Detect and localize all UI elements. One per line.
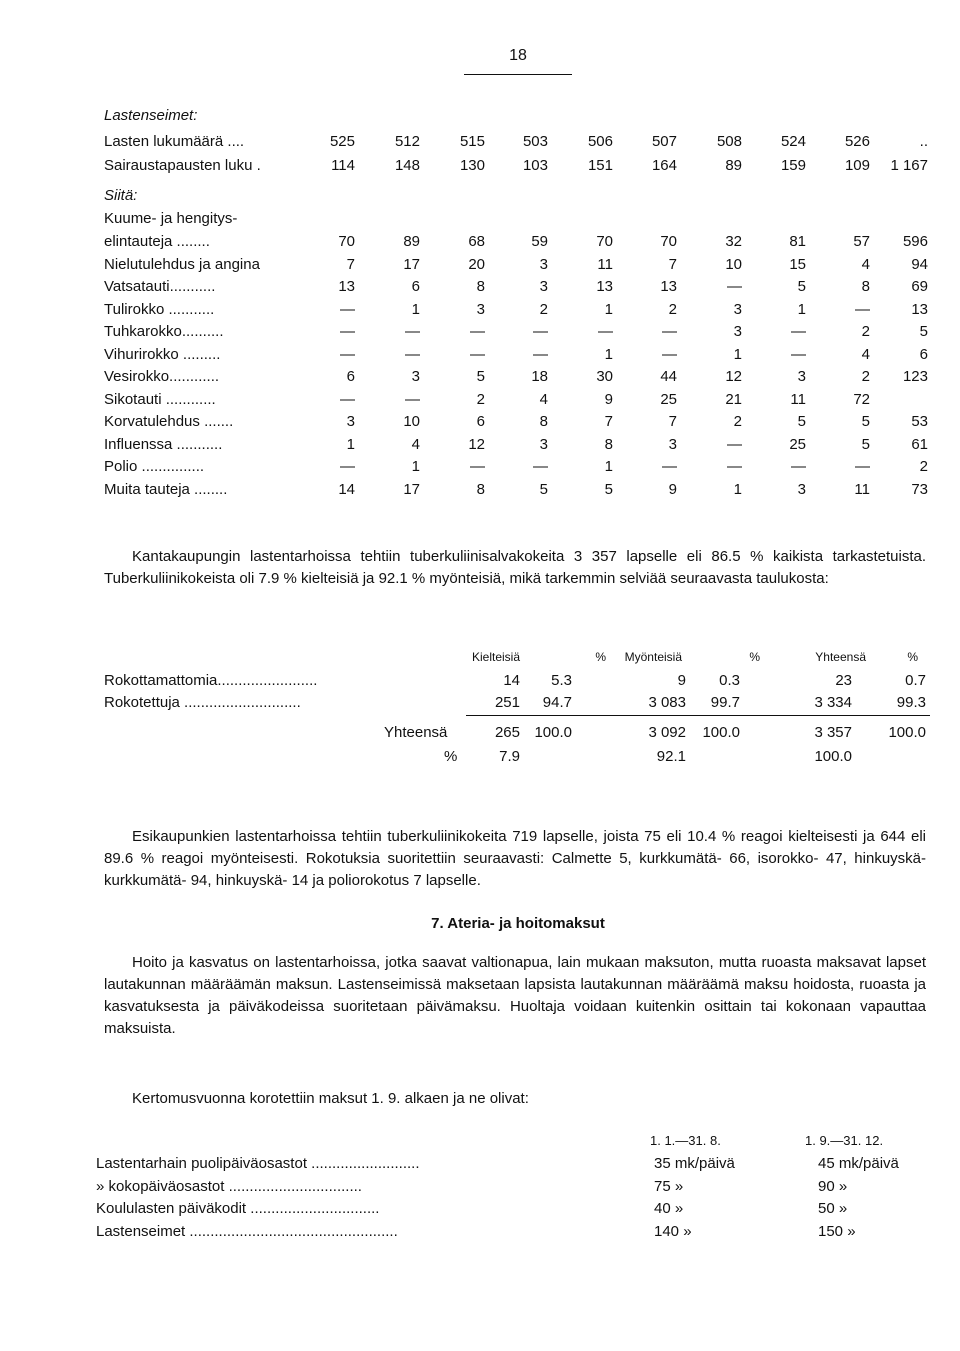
table-row-value: — xyxy=(791,345,806,363)
fee-value-before: 35 mk/päivä xyxy=(654,1155,735,1172)
section-subtitle: Siitä: xyxy=(104,187,138,204)
table-row-value: 2 xyxy=(476,390,485,408)
table-row-value: 99.7 xyxy=(710,694,740,711)
table-row-value: 5 xyxy=(919,323,928,340)
column-header: % xyxy=(907,650,918,664)
table-row-value: 3 xyxy=(797,480,806,498)
column-header: % xyxy=(749,650,760,664)
section-title: Lastenseimet: xyxy=(104,107,198,124)
total-row-value: 3 092 xyxy=(648,724,686,741)
table-row-value: 9 xyxy=(668,480,677,498)
table-row-value: 13 xyxy=(911,300,928,318)
table-row-label: Sairaustapausten luku . xyxy=(104,157,261,174)
table-row-value: — xyxy=(855,300,870,318)
table-row-value: — xyxy=(855,458,870,475)
table-row-value: 18 xyxy=(531,368,548,385)
table-row-value: 12 xyxy=(468,435,485,453)
table-row-value: 1 167 xyxy=(890,157,928,174)
table-row-value: 515 xyxy=(459,133,485,150)
table-row-label: Rokottamattomia........................ xyxy=(104,672,318,689)
table-row-value: 3 xyxy=(539,435,548,453)
table-row-value: — xyxy=(662,458,677,475)
table-row-value: 4 xyxy=(861,345,870,363)
paragraph-text: Esikaupunkien lastentarhoissa tehtiin tuberkuliinikokeita 719 lapselle, joista 75 eli 10.4 % reagoi kielteisesti ja 644 eli 89.6 % reagoi myönteisesti. Rokotuksia suoritettiin seuraavasti: Calmette 5, kurkkumätä- 66, isorokko- 47, hinkuyskä-kurkkumätä- 94, hinkuyskä- 14 ja poliorokotus 7 lapselle. xyxy=(104,828,926,889)
column-header: 1. 1.—31. 8. xyxy=(650,1133,721,1148)
fee-value-before: 75 » xyxy=(654,1177,684,1195)
percent-row-value: 92.1 xyxy=(656,748,686,765)
table-row-value: 130 xyxy=(459,157,485,174)
table-row-value: 1 xyxy=(604,300,613,318)
table-row-value: 73 xyxy=(911,480,928,498)
table-row-value: — xyxy=(727,435,742,453)
table-row-value: 15 xyxy=(789,255,806,273)
table-row-value: 7 xyxy=(668,413,677,430)
group-label: Kuume- ja hengitys- xyxy=(104,210,238,227)
table-row-value: 7 xyxy=(668,255,677,273)
table-row-value: 7 xyxy=(604,413,613,430)
table-row-label: Vihurirokko ......... xyxy=(104,345,221,363)
table-row-value: — xyxy=(662,345,677,363)
fee-row-label: » kokopäiväosastot ................................ xyxy=(96,1177,362,1195)
table-row-value: 5 xyxy=(604,480,613,498)
table-row-value: 8 xyxy=(861,278,870,295)
total-row-label: Yhteensä xyxy=(384,724,448,741)
table-row-value: 7 xyxy=(346,255,355,273)
table-row-value: 4 xyxy=(411,435,420,453)
table-row-value: 14 xyxy=(338,480,355,498)
percent-row-label: % xyxy=(444,748,458,765)
table-row-value: 1 xyxy=(346,435,355,453)
table-row-value: 13 xyxy=(660,278,677,295)
paragraph-fees-raised xyxy=(104,1088,926,1110)
table-row-value: 3 xyxy=(411,368,420,385)
table-row-value: 8 xyxy=(476,480,485,498)
table-row-value: — xyxy=(662,323,677,340)
table-row-label: Tulirokko ........... xyxy=(104,300,215,318)
table-row-value: 508 xyxy=(716,133,742,150)
table-row-value: — xyxy=(791,458,806,475)
table-row-value: 1 xyxy=(733,345,742,363)
table-row-label: elintauteja ........ xyxy=(104,233,210,250)
column-header: Yhteensä xyxy=(815,650,866,664)
table-row-value: 11 xyxy=(854,480,870,498)
total-row-value: 265 xyxy=(494,724,520,741)
table-row-value: 5 xyxy=(861,413,870,430)
table-row-value: 13 xyxy=(596,278,613,295)
table-row-value: 3 xyxy=(476,300,485,318)
table-row-value: 70 xyxy=(338,233,355,250)
table-row-value: 61 xyxy=(911,435,928,453)
table-row-value: 30 xyxy=(596,368,613,385)
total-row-value: 100.0 xyxy=(888,724,926,741)
table-row-value: 524 xyxy=(780,133,806,150)
table-row-value: 2 xyxy=(668,300,677,318)
table-row-value: — xyxy=(533,458,548,475)
table-row-value: 25 xyxy=(789,435,806,453)
table-row-value: 1 xyxy=(411,458,420,475)
table-row-value: 6 xyxy=(919,345,928,363)
table-row-value: 89 xyxy=(725,157,742,174)
table-row-value: — xyxy=(727,278,742,295)
table-row-value: — xyxy=(533,323,548,340)
table-row-value: 9 xyxy=(677,672,686,689)
table-row-value: 114 xyxy=(331,157,355,174)
column-header: Kielteisiä xyxy=(471,650,520,664)
table-row-value: 3 xyxy=(346,413,355,430)
fee-value-after: 150 » xyxy=(818,1222,856,1240)
table-row-label: Influenssa ........... xyxy=(104,435,223,453)
table-row-value: 3 xyxy=(733,300,742,318)
total-row-value: 100.0 xyxy=(534,724,572,741)
table-row-value: 1 xyxy=(604,458,613,475)
table-row-value: 94 xyxy=(911,255,928,273)
table-row-label: Nielutulehdus ja angina xyxy=(104,255,260,273)
table-row-value: 526 xyxy=(844,133,870,150)
table-row-value: 5 xyxy=(476,368,485,385)
table-row-value: 53 xyxy=(911,413,928,430)
table-row-value: — xyxy=(405,323,420,340)
table-row-label: Muita tauteja ........ xyxy=(104,480,228,498)
table-row-value: — xyxy=(533,345,548,363)
fee-value-after: 90 » xyxy=(818,1177,848,1195)
table-row-value: 109 xyxy=(844,157,870,174)
fee-value-after: 45 mk/päivä xyxy=(818,1155,899,1172)
table-row-value: 251 xyxy=(494,694,520,711)
paragraph-tuberculin-central xyxy=(104,546,926,590)
table-row-value: 17 xyxy=(403,255,420,273)
table-row-label: Korvatulehdus ....... xyxy=(104,413,234,430)
table-row-label: Vatsatauti........... xyxy=(104,278,216,295)
table-row-value: 5 xyxy=(861,435,870,453)
table-row-value: 11 xyxy=(790,390,806,408)
table-row-value: 21 xyxy=(725,390,742,408)
table-row-value: — xyxy=(340,300,355,318)
table-row-value: 70 xyxy=(660,233,677,250)
fee-row-label: Lastentarhain puolipäiväosastot .......................... xyxy=(96,1155,420,1172)
table-row-value: 3 xyxy=(539,278,548,295)
table-row-value: 148 xyxy=(394,157,420,174)
paragraph-text: Kertomusvuonna korotettiin maksut 1. 9. alkaen ja ne olivat: xyxy=(132,1090,529,1107)
fee-row-label: Koululasten päiväkodit ............................... xyxy=(96,1200,380,1217)
table-row-value: 159 xyxy=(780,157,806,174)
table-row-value: 70 xyxy=(596,233,613,250)
table-row-value: — xyxy=(340,390,355,408)
table-row-value: 3 083 xyxy=(648,694,686,711)
table-row-value: 2 xyxy=(861,368,870,385)
table-row-value: 1 xyxy=(797,300,806,318)
fee-row-label: Lastenseimet .................................................. xyxy=(96,1222,398,1240)
table-row-value: 99.3 xyxy=(896,694,926,711)
table-row-label: Vesirokko............ xyxy=(104,368,220,385)
table-row-value: — xyxy=(340,458,355,475)
paragraph-text: Kantakaupungin lastentarhoissa tehtiin tuberkuliinisalvakokeita 3 357 lapselle eli 86.5 % kaikista tarkastetuista. Tuberkuliinikokeista oli 7.9 % kielteisiä ja 92.1 % myönteisiä, mikä tarkemmin selviää seuraavasta taulukosta: xyxy=(104,548,926,587)
table-row-value: 13 xyxy=(338,278,355,295)
page-number: 18 xyxy=(464,38,572,75)
table-row-value: 6 xyxy=(346,368,355,385)
paragraph-fees-intro xyxy=(104,952,926,1040)
table-row-value: 14 xyxy=(503,672,520,689)
table-row-value: 164 xyxy=(651,157,677,174)
paragraph-tuberculin-suburbs xyxy=(104,826,926,892)
table-row-value: 0.7 xyxy=(905,672,926,689)
table-row-value: 69 xyxy=(911,278,928,295)
table-row-value: 25 xyxy=(660,390,677,408)
table-row-value: .. xyxy=(919,133,928,150)
table-row-value: — xyxy=(470,323,485,340)
table-row-value: 2 xyxy=(919,458,928,475)
table-row-value: 12 xyxy=(725,368,742,385)
table-row-value: 596 xyxy=(902,233,928,250)
table-row-value: 103 xyxy=(522,157,548,174)
table-row-label: Rokotettuja ............................ xyxy=(104,694,301,711)
fee-value-before: 40 » xyxy=(654,1200,684,1217)
table-row-value: 72 xyxy=(853,390,870,408)
table-row-value: 1 xyxy=(411,300,420,318)
table-row-value: 3 xyxy=(668,435,677,453)
paragraph-text: Hoito ja kasvatus on lastentarhoissa, jotka saavat valtionapua, lain mukaan maksuton, mutta ruoasta maksavat lapset lautakunnan määräämän maksun. Lastenseimissä maksetaan lapsista lautakunnan määräämä maksu hoidosta, ruoasta ja kasvatuksesta ja päiväkodeissa suoritetaan päivämaksu. Huoltaja voidaan kuitenkin osittain tai kokonaan vapauttaa maksuista. xyxy=(104,954,926,1037)
table-row-value: — xyxy=(470,458,485,475)
total-row-value: 3 357 xyxy=(814,724,852,741)
table-row-value: 512 xyxy=(394,133,420,150)
table-row-value: 503 xyxy=(522,133,548,150)
table-row-value: 151 xyxy=(587,157,613,174)
total-row-value: 100.0 xyxy=(702,724,740,741)
table-row-value: — xyxy=(727,458,742,475)
table-row-value: 2 xyxy=(539,300,548,318)
table-row-value: 32 xyxy=(725,233,742,250)
column-header: 1. 9.—31. 12. xyxy=(805,1133,884,1148)
table-row-value: 5.3 xyxy=(551,672,572,689)
table-row-value: — xyxy=(405,390,420,408)
percent-row-value: 100.0 xyxy=(814,748,852,765)
table-row-value: 10 xyxy=(403,413,420,430)
table-row-value: — xyxy=(340,345,355,363)
table-row-value: 10 xyxy=(725,255,742,273)
table-row-value: 3 xyxy=(733,323,742,340)
fee-value-after: 50 » xyxy=(818,1200,848,1217)
table-row-value: 23 xyxy=(835,672,852,689)
total-divider xyxy=(466,715,930,716)
table-row-value: 1 xyxy=(733,480,742,498)
column-header: % xyxy=(595,650,606,664)
table-row-value: 94.7 xyxy=(542,694,572,711)
table-row-value: 507 xyxy=(651,133,677,150)
table-row-value: 1 xyxy=(604,345,613,363)
table-row-value: — xyxy=(598,323,613,340)
table-row-value: 3 xyxy=(797,368,806,385)
section-heading: 7. Ateria- ja hoitomaksut xyxy=(431,915,605,932)
table-row-label: Polio ............... xyxy=(104,458,205,475)
table-row-value: 0.3 xyxy=(719,672,740,689)
table-row-value: 8 xyxy=(539,413,548,430)
table-row-value: 2 xyxy=(861,323,870,340)
table-row-value: 8 xyxy=(476,278,485,295)
percent-row-value: 7.9 xyxy=(499,748,520,765)
table-row-value: 6 xyxy=(476,413,485,430)
table-row-value: — xyxy=(470,345,485,363)
table-row-value: 5 xyxy=(797,413,806,430)
table-row-label: Sikotauti ............ xyxy=(104,390,216,408)
table-row-value: 3 334 xyxy=(814,694,852,711)
table-row-value: 5 xyxy=(797,278,806,295)
table-row-value: 4 xyxy=(861,255,870,273)
table-row-value: 506 xyxy=(587,133,613,150)
table-row-value: 68 xyxy=(468,233,485,250)
table-row-value: 4 xyxy=(539,390,548,408)
table-row-value: 525 xyxy=(329,133,355,150)
table-row-value: 81 xyxy=(789,233,806,250)
table-row-label: Lasten lukumäärä .... xyxy=(104,133,245,150)
column-header: Myönteisiä xyxy=(624,650,682,664)
table-row-value: 89 xyxy=(403,233,420,250)
table-row-label: Tuhkarokko.......... xyxy=(104,323,224,340)
table-row-value: 8 xyxy=(604,435,613,453)
table-row-value: — xyxy=(340,323,355,340)
table-row-value: 44 xyxy=(660,368,677,385)
fee-value-before: 140 » xyxy=(654,1222,692,1240)
table-row-value: — xyxy=(405,345,420,363)
table-row-value: 20 xyxy=(468,255,485,273)
table-row-value: 9 xyxy=(604,390,613,408)
table-row-value: 59 xyxy=(531,233,548,250)
table-row-value: 5 xyxy=(539,480,548,498)
table-row-value: 2 xyxy=(733,413,742,430)
table-row-value: 17 xyxy=(403,480,420,498)
table-row-value: 57 xyxy=(853,233,870,250)
table-row-value: — xyxy=(791,323,806,340)
table-row-value: 11 xyxy=(597,255,613,273)
table-row-value: 3 xyxy=(539,255,548,273)
table-row-value: 6 xyxy=(411,278,420,295)
table-row-value: 123 xyxy=(902,368,928,385)
